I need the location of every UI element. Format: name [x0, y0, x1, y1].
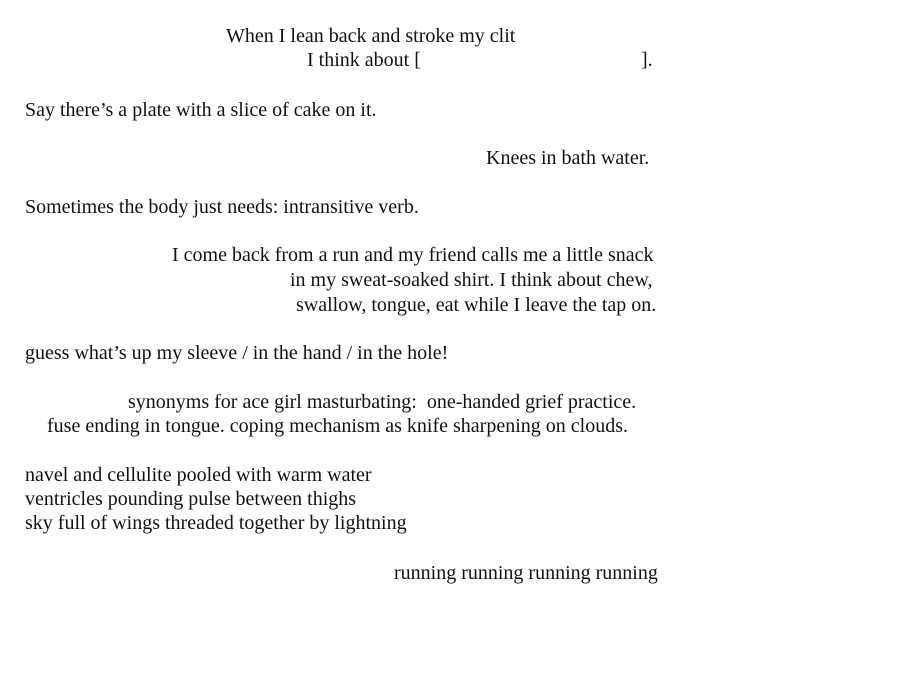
- poem-line: ventricles pounding pulse between thighs: [25, 488, 357, 510]
- poem-line: running running running running: [394, 562, 658, 584]
- poem-line: I come back from a run and my friend calls me a little snack: [172, 244, 654, 266]
- poem-line: Knees in bath water.: [486, 147, 650, 169]
- poem-line-bracket-end: ].: [641, 49, 653, 71]
- poem-line: guess what’s up my sleeve / in the hand / in the hole!: [25, 342, 449, 364]
- poem-line: synonyms for ace girl masturbating: one-handed grief practice.: [128, 391, 637, 413]
- poem-line: swallow, tongue, eat while I leave the tap on.: [296, 294, 657, 316]
- poem-line: fuse ending in tongue. coping mechanism as knife sharpening on clouds.: [47, 415, 628, 437]
- poem-line: navel and cellulite pooled with warm water: [25, 464, 372, 486]
- poem-line: Say there’s a plate with a slice of cake on it.: [25, 99, 377, 121]
- poem-line: in my sweat-soaked shirt. I think about chew,: [290, 269, 653, 291]
- poem-line: Sometimes the body just needs: intransitive verb.: [25, 196, 419, 218]
- poem-line: When I lean back and stroke my clit: [226, 25, 516, 47]
- poem-line: sky full of wings threaded together by lightning: [25, 512, 407, 534]
- poem-line: I think about [: [307, 49, 421, 71]
